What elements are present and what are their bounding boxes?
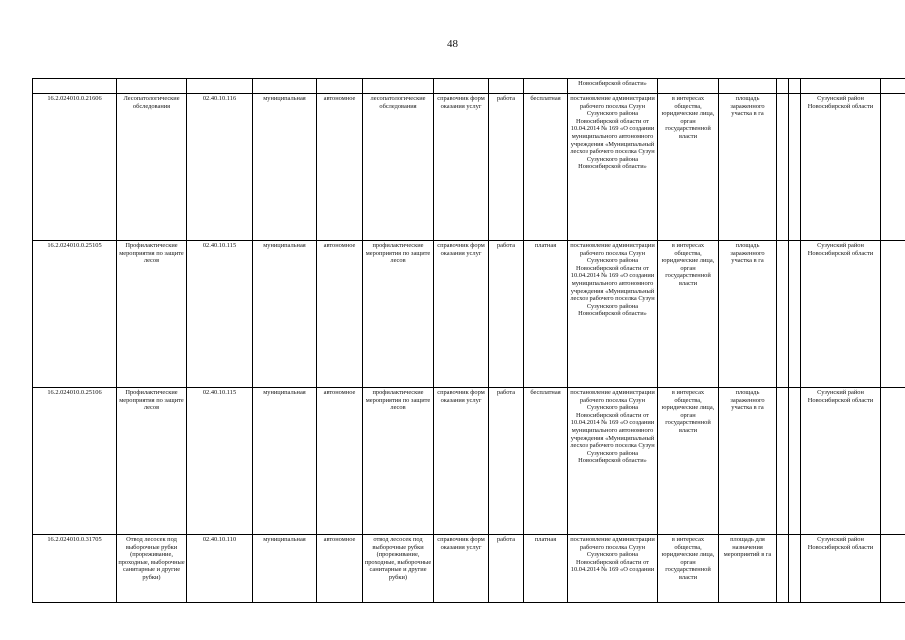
reference-book: справочник форм оказания услуг (434, 241, 489, 388)
service-level: муниципальная (253, 535, 317, 603)
payment-type: бесплатная (524, 94, 568, 241)
consumers: в интересах общества, юридические лица, орган государственной власти (658, 535, 719, 603)
service-kind: работа (489, 388, 524, 535)
table-cell (881, 535, 905, 603)
payment-type: бесплатная (524, 388, 568, 535)
table-cell (801, 79, 881, 94)
okved-code: 02.40.10.115 (187, 388, 253, 535)
legal-basis: постановление администрации рабочего поселка Сузун Сузунского района Новосибирской области от 10.04.2014 № 169 «О создании (568, 535, 658, 603)
legal-basis: постановление администрации рабочего поселка Сузун Сузунского района Новосибирской области от 10.04.2014 № 169 «О создании муниципального автономного учреждения «Муниципальный лесхоз рабочего поселка Сузун Сузунского района Новосибирской области» (568, 94, 658, 241)
service-level: муниципальная (253, 241, 317, 388)
service-content: отвод лесосек под выборочные рубки (прореживание, проходные, выборочные санитарные и другие рубки) (363, 535, 434, 603)
table-cell (777, 535, 789, 603)
table-cell (317, 79, 363, 94)
table-cell (187, 79, 253, 94)
table-cell (777, 79, 789, 94)
legal-basis-continuation: Новосибирской области» (568, 79, 658, 94)
okved-code: 02.40.10.115 (187, 241, 253, 388)
table-row (33, 94, 905, 241)
volume-indicator: площадь зараженного участка в га (719, 388, 777, 535)
table-cell (789, 94, 801, 241)
service-code: 16.2.024010.0.21606 (33, 94, 117, 241)
table-row (33, 535, 905, 603)
table-cell (434, 79, 489, 94)
consumers: в интересах общества, юридические лица, орган государственной власти (658, 94, 719, 241)
service-name: Лесопатологические обследования (117, 94, 187, 241)
payment-type: платная (524, 241, 568, 388)
territory: Сузунский район Новосибирской области (801, 535, 881, 603)
reference-book: справочник форм оказания услуг (434, 535, 489, 603)
table-cell (789, 241, 801, 388)
institution-type: автономное (317, 94, 363, 241)
reference-book: справочник форм оказания услуг (434, 388, 489, 535)
service-content: профилактические мероприятия по защите лесов (363, 241, 434, 388)
table-row (33, 388, 905, 535)
okved-code: 02.40.10.116 (187, 94, 253, 241)
table-cell (719, 79, 777, 94)
table-cell (363, 79, 434, 94)
table-cell (33, 79, 117, 94)
table-cell (777, 241, 789, 388)
service-kind: работа (489, 535, 524, 603)
table-cell (789, 388, 801, 535)
table-cell (881, 388, 905, 535)
okved-code: 02.40.10.110 (187, 535, 253, 603)
service-content: профилактические мероприятия по защите лесов (363, 388, 434, 535)
table-cell (489, 79, 524, 94)
table-row-continuation (33, 79, 905, 94)
service-name: Отвод лесосек под выборочные рубки (прореживание, проходные, выборочные санитарные и другие рубки) (117, 535, 187, 603)
territory: Сузунский район Новосибирской области (801, 241, 881, 388)
table-cell (117, 79, 187, 94)
legal-basis: постановление администрации рабочего поселка Сузун Сузунского района Новосибирской области от 10.04.2014 № 169 «О создании муниципального автономного учреждения «Муниципальный лесхоз рабочего поселка Сузун Сузунского района Новосибирской области» (568, 388, 658, 535)
page-number: 48 (447, 38, 458, 50)
territory: Сузунский район Новосибирской области (801, 388, 881, 535)
table-cell (789, 79, 801, 94)
service-code: 16.2.024010.0.25105 (33, 241, 117, 388)
volume-indicator: площадь для назначения мероприятий в га (719, 535, 777, 603)
service-code: 16.2.024010.0.31705 (33, 535, 117, 603)
service-name: Профилактические мероприятия по защите лесов (117, 241, 187, 388)
table-cell (881, 79, 905, 94)
table-cell (789, 535, 801, 603)
table-cell (253, 79, 317, 94)
volume-indicator: площадь зараженного участка в га (719, 94, 777, 241)
institution-type: автономное (317, 388, 363, 535)
service-level: муниципальная (253, 388, 317, 535)
territory: Сузунский район Новосибирской области (801, 94, 881, 241)
table-row (33, 241, 905, 388)
consumers: в интересах общества, юридические лица, орган государственной власти (658, 388, 719, 535)
service-code: 16.2.024010.0.25106 (33, 388, 117, 535)
service-kind: работа (489, 241, 524, 388)
table-cell (881, 94, 905, 241)
reference-book: справочник форм оказания услуг (434, 94, 489, 241)
payment-type: платная (524, 535, 568, 603)
institution-type: автономное (317, 241, 363, 388)
table-cell (777, 388, 789, 535)
table-cell (524, 79, 568, 94)
consumers: в интересах общества, юридические лица, орган государственной власти (658, 241, 719, 388)
table-cell (881, 241, 905, 388)
table-cell (658, 79, 719, 94)
legal-basis: постановление администрации рабочего поселка Сузун Сузунского района Новосибирской области от 10.04.2014 № 169 «О создании муниципального автономного учреждения «Муниципальный лесхоз рабочего поселка Сузун Сузунского района Новосибирской области» (568, 241, 658, 388)
service-kind: работа (489, 94, 524, 241)
service-content: лесопатологические обследования (363, 94, 434, 241)
volume-indicator: площадь зараженного участка в га (719, 241, 777, 388)
service-level: муниципальная (253, 94, 317, 241)
service-name: Профилактические мероприятия по защите лесов (117, 388, 187, 535)
institution-type: автономное (317, 535, 363, 603)
registry-table (32, 78, 905, 603)
table-cell (777, 94, 789, 241)
